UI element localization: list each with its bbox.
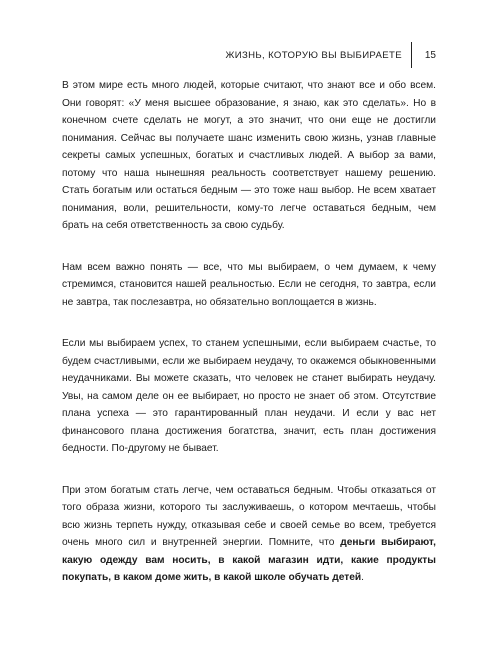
header-divider: [411, 42, 412, 68]
paragraph-4-end: .: [361, 572, 365, 583]
paragraph-4-start: При этом богатым стать легче, чем оставаться бедным. Чтобы отказаться от того образа жизни, которого ты заслуживаешь, о котором мечтаешь, чтобы всю жизнь терпеть нужду, отказывая себе и своей семье во всем, требуется очень много сил и внутренней энергии. Помните, что: [62, 484, 436, 548]
paragraph-1: В этом мире есть много людей, которые считают, что знают все и обо всем. Они говорят: «У меня высшее образование, я знаю, как это сделать». Но в конечном счете сделать не могут, а это значит, что они еще не достигли понимания. Сейчас вы получаете шанс изменить свою жизнь, узнав главные секреты самых успешных, богатых и счастливых людей. А выбор за вами, потому что наша нынешняя реальность соответствует нашему решению. Стать богатым или остаться бедным — это тоже наш выбор. Не всем хватает понимания, воли, решительности, кому-то легче оставаться бедным, чем брать на себя ответственность за свою судьбу.: [62, 80, 436, 231]
running-head: [226, 42, 420, 68]
paragraph-2: Нам всем важно понять — все, что мы выбираем, о чем думаем, к чему стремимся, становится нашей реальностью. Если не сегодня, то завтра, если не завтра, так послезавтра, но обязательно воплощается в жизнь.: [62, 261, 436, 308]
paragraph-4: [62, 482, 436, 587]
page-number: 15: [424, 49, 436, 61]
running-title: ЖИЗНЬ, КОТОРУЮ ВЫ ВЫБИРАЕТЕ: [225, 49, 402, 61]
paragraph-4-bold: деньги выбирают, какую одежду вам носить, в какой магазин идти, какие продукты покупать, в каком доме жить, в какой школе обучать детей: [62, 537, 436, 583]
paragraph-3: Если мы выбираем успех, то станем успешными, если выбираем счастье, то будем счастливыми, если же выбираем неудачу, то окажемся обыкновенными неудачниками. Вы можете сказать, что человек не станет выбирать неудачу. Увы, на самом деле он ее выбирает, но просто не знает об этом. Отсутствие плана успеха — это гарантированный план неудачи. И если у вас нет финансового плана достижения богатства, значит, есть план достижения бедности. По-другому не бывает.: [62, 338, 436, 454]
page-body: [62, 77, 436, 611]
